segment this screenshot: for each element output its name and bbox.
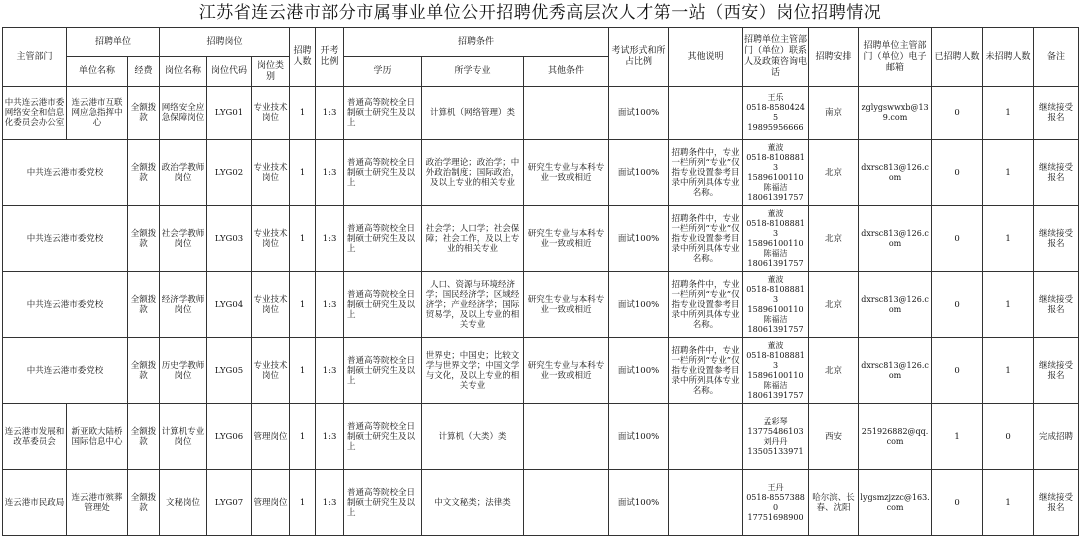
cell-other-notes <box>669 87 743 140</box>
cell-notes: 继续接受报名 <box>1034 470 1079 536</box>
cell-type: 专业技术岗位 <box>252 272 290 338</box>
cell-exam: 面试100% <box>609 404 669 470</box>
cell-major: 人口、资源与环境经济学；国民经济学；区域经济学；产业经济学；国际贸易学，及以上专业的相关专业 <box>422 272 524 338</box>
cell-ratio: 1:3 <box>316 272 344 338</box>
cell-dept: 连云港市发展和改革委员会 <box>3 404 67 470</box>
cell-hired: 0 <box>932 206 983 272</box>
cell-dept: 中共连云港市委党校 <box>3 338 128 404</box>
cell-count: 1 <box>290 470 316 536</box>
header-exam: 考试形式和所占比例 <box>609 28 669 87</box>
cell-unit: 新亚欧大陆桥国际信息中心 <box>67 404 128 470</box>
cell-dept: 中共连云港市委党校 <box>3 272 128 338</box>
cell-major: 计算机（网络管理）类 <box>422 87 524 140</box>
cell-unfilled: 1 <box>983 140 1034 206</box>
cell-email: zglygswwxb@139.com <box>859 87 932 140</box>
header-row-top <box>3 28 1079 57</box>
cell-code: LYG04 <box>207 272 252 338</box>
cell-hired: 0 <box>932 470 983 536</box>
cell-other-notes: 招聘条件中，专业一栏所列“专业”仅指专业设置参考目录中所列具体专业名称。 <box>669 272 743 338</box>
cell-type: 管理岗位 <box>252 470 290 536</box>
cell-major: 计算机（大类）类 <box>422 404 524 470</box>
cell-notes: 继续接受报名 <box>1034 140 1079 206</box>
header-other-conditions: 其他条件 <box>524 57 609 87</box>
cell-other-conditions: 研究生专业与本科专业一致或相近 <box>524 206 609 272</box>
header-education: 学历 <box>344 57 422 87</box>
header-dept: 主管部门 <box>3 28 67 87</box>
cell-post: 网络安全应急保障岗位 <box>160 87 207 140</box>
cell-hired: 0 <box>932 272 983 338</box>
cell-other-notes <box>669 404 743 470</box>
cell-other-conditions <box>524 470 609 536</box>
cell-education: 普通高等院校全日制硕士研究生及以上 <box>344 272 422 338</box>
cell-funding: 全额拨款 <box>128 87 160 140</box>
cell-major: 世界史；中国史；比较文学与世界文学；中国文学与文化，及以上专业的相关专业 <box>422 338 524 404</box>
cell-other-notes: 招聘条件中，专业一栏所列“专业”仅指专业设置参考目录中所列具体专业名称。 <box>669 206 743 272</box>
cell-code: LYG07 <box>207 470 252 536</box>
cell-ratio: 1:3 <box>316 470 344 536</box>
cell-exam: 面试100% <box>609 470 669 536</box>
cell-type: 管理岗位 <box>252 404 290 470</box>
header-post-code: 岗位代码 <box>207 57 252 87</box>
cell-ratio: 1:3 <box>316 338 344 404</box>
cell-count: 1 <box>290 338 316 404</box>
cell-ratio: 1:3 <box>316 140 344 206</box>
cell-hired: 1 <box>932 404 983 470</box>
cell-count: 1 <box>290 404 316 470</box>
header-post-group: 招聘岗位 <box>160 28 290 57</box>
cell-site: 哈尔滨、长春、沈阳 <box>809 470 859 536</box>
cell-other-conditions <box>524 404 609 470</box>
header-site: 招聘安排 <box>809 28 859 87</box>
cell-major: 社会学；人口学；社会保障；社会工作，及以上专业的相关专业 <box>422 206 524 272</box>
table-row <box>3 140 1079 206</box>
header-unfilled: 未招聘人数 <box>983 28 1034 87</box>
table-row <box>3 272 1079 338</box>
cell-post: 政治学教师岗位 <box>160 140 207 206</box>
cell-education: 普通高等院校全日制硕士研究生及以上 <box>344 140 422 206</box>
cell-exam: 面试100% <box>609 87 669 140</box>
cell-other-conditions: 研究生专业与本科专业一致或相近 <box>524 338 609 404</box>
cell-type: 专业技术岗位 <box>252 87 290 140</box>
cell-education: 普通高等院校全日制硕士研究生及以上 <box>344 338 422 404</box>
cell-hired: 0 <box>932 338 983 404</box>
cell-code: LYG06 <box>207 404 252 470</box>
header-count: 招聘人数 <box>290 28 316 87</box>
cell-notes: 继续接受报名 <box>1034 272 1079 338</box>
cell-major: 政治学理论；政治学；中外政治制度；国际政治，及以上专业的相关专业 <box>422 140 524 206</box>
cell-count: 1 <box>290 272 316 338</box>
cell-funding: 全额拨款 <box>128 272 160 338</box>
cell-contact: 王乐 0518-85804245 19895956666 <box>743 87 809 140</box>
cell-count: 1 <box>290 140 316 206</box>
cell-other-conditions <box>524 87 609 140</box>
cell-count: 1 <box>290 87 316 140</box>
cell-site: 北京 <box>809 272 859 338</box>
cell-code: LYG03 <box>207 206 252 272</box>
cell-other-notes <box>669 470 743 536</box>
cell-type: 专业技术岗位 <box>252 206 290 272</box>
header-funding: 经费 <box>128 57 160 87</box>
cell-education: 普通高等院校全日制硕士研究生及以上 <box>344 470 422 536</box>
cell-dept: 中共连云港市委党校 <box>3 140 128 206</box>
cell-dept: 连云港市民政局 <box>3 470 67 536</box>
cell-unfilled: 1 <box>983 87 1034 140</box>
cell-dept: 中共连云港市委网络安全和信息化委员会办公室 <box>3 87 67 140</box>
cell-type: 专业技术岗位 <box>252 140 290 206</box>
cell-unit: 连云港市殡葬管理处 <box>67 470 128 536</box>
table-row <box>3 87 1079 140</box>
cell-hired: 0 <box>932 87 983 140</box>
header-unit-group: 招聘单位 <box>67 28 160 57</box>
header-conditions-group: 招聘条件 <box>344 28 609 57</box>
cell-unfilled: 1 <box>983 338 1034 404</box>
cell-ratio: 1:3 <box>316 206 344 272</box>
cell-code: LYG05 <box>207 338 252 404</box>
recruitment-table <box>2 27 1079 536</box>
cell-post: 计算机专业岗位 <box>160 404 207 470</box>
cell-unfilled: 0 <box>983 404 1034 470</box>
cell-exam: 面试100% <box>609 206 669 272</box>
cell-hired: 0 <box>932 140 983 206</box>
header-notes: 备注 <box>1034 28 1079 87</box>
cell-site: 北京 <box>809 206 859 272</box>
cell-site: 南京 <box>809 87 859 140</box>
header-post-name: 岗位名称 <box>160 57 207 87</box>
cell-site: 北京 <box>809 140 859 206</box>
cell-count: 1 <box>290 206 316 272</box>
cell-funding: 全额拨款 <box>128 404 160 470</box>
cell-email: dxrsc813@126.com <box>859 140 932 206</box>
header-hired: 已招聘人数 <box>932 28 983 87</box>
cell-education: 普通高等院校全日制硕士研究生及以上 <box>344 404 422 470</box>
table-row <box>3 206 1079 272</box>
header-unit-name: 单位名称 <box>67 57 128 87</box>
cell-exam: 面试100% <box>609 338 669 404</box>
cell-contact: 董波 0518-81088813 15896100110 陈福洁 18061391757 <box>743 338 809 404</box>
cell-contact: 孟彩琴 13775486103 刘丹丹 13505133971 <box>743 404 809 470</box>
cell-funding: 全额拨款 <box>128 140 160 206</box>
cell-major: 中文文秘类；法律类 <box>422 470 524 536</box>
cell-notes: 继续接受报名 <box>1034 87 1079 140</box>
header-contact: 招聘单位主管部门（单位）联系人及政策咨询电话 <box>743 28 809 87</box>
cell-other-conditions: 研究生专业与本科专业一致或相近 <box>524 140 609 206</box>
header-major: 所学专业 <box>422 57 524 87</box>
cell-email: dxrsc813@126.com <box>859 338 932 404</box>
cell-exam: 面试100% <box>609 272 669 338</box>
table-row <box>3 404 1079 470</box>
table-row <box>3 338 1079 404</box>
cell-unfilled: 1 <box>983 272 1034 338</box>
cell-post: 社会学教师岗位 <box>160 206 207 272</box>
cell-contact: 董波 0518-81088813 15896100110 陈福洁 18061391757 <box>743 272 809 338</box>
cell-other-conditions: 研究生专业与本科专业一致或相近 <box>524 272 609 338</box>
cell-funding: 全额拨款 <box>128 338 160 404</box>
cell-ratio: 1:3 <box>316 404 344 470</box>
cell-notes: 继续接受报名 <box>1034 206 1079 272</box>
cell-ratio: 1:3 <box>316 87 344 140</box>
cell-funding: 全额拨款 <box>128 206 160 272</box>
cell-other-notes: 招聘条件中，专业一栏所列“专业”仅指专业设置参考目录中所列具体专业名称。 <box>669 338 743 404</box>
page-title: 江苏省连云港市部分市属事业单位公开招聘优秀高层次人才第一站（西安）岗位招聘情况 <box>198 3 882 23</box>
cell-exam: 面试100% <box>609 140 669 206</box>
table-row <box>3 470 1079 536</box>
cell-education: 普通高等院校全日制硕士研究生及以上 <box>344 87 422 140</box>
cell-email: lygsmzjzzc@163.com <box>859 470 932 536</box>
cell-site: 西安 <box>809 404 859 470</box>
cell-site: 北京 <box>809 338 859 404</box>
cell-email: 251926882@qq.com <box>859 404 932 470</box>
cell-unfilled: 1 <box>983 206 1034 272</box>
cell-email: dxrsc813@126.com <box>859 272 932 338</box>
cell-post: 文秘岗位 <box>160 470 207 536</box>
cell-contact: 董波 0518-81088813 15896100110 陈福洁 18061391757 <box>743 206 809 272</box>
cell-email: dxrsc813@126.com <box>859 206 932 272</box>
cell-other-notes: 招聘条件中，专业一栏所列“专业”仅指专业设置参考目录中所列具体专业名称。 <box>669 140 743 206</box>
cell-post: 经济学教师岗位 <box>160 272 207 338</box>
cell-contact: 王丹 0518-85573880 17751698900 <box>743 470 809 536</box>
cell-education: 普通高等院校全日制硕士研究生及以上 <box>344 206 422 272</box>
cell-unfilled: 1 <box>983 470 1034 536</box>
header-ratio: 开考比例 <box>316 28 344 87</box>
header-other-notes: 其他说明 <box>669 28 743 87</box>
cell-notes: 完成招聘 <box>1034 404 1079 470</box>
header-post-type: 岗位类别 <box>252 57 290 87</box>
cell-type: 专业技术岗位 <box>252 338 290 404</box>
cell-contact: 董波 0518-81088813 15896100110 陈福洁 18061391757 <box>743 140 809 206</box>
cell-code: LYG02 <box>207 140 252 206</box>
cell-code: LYG01 <box>207 87 252 140</box>
cell-funding: 全额拨款 <box>128 470 160 536</box>
cell-notes: 继续接受报名 <box>1034 338 1079 404</box>
cell-post: 历史学教师岗位 <box>160 338 207 404</box>
cell-unit: 连云港市互联网应急指挥中心 <box>67 87 128 140</box>
cell-dept: 中共连云港市委党校 <box>3 206 128 272</box>
header-email: 招聘单位主管部门（单位）电子邮箱 <box>859 28 932 87</box>
